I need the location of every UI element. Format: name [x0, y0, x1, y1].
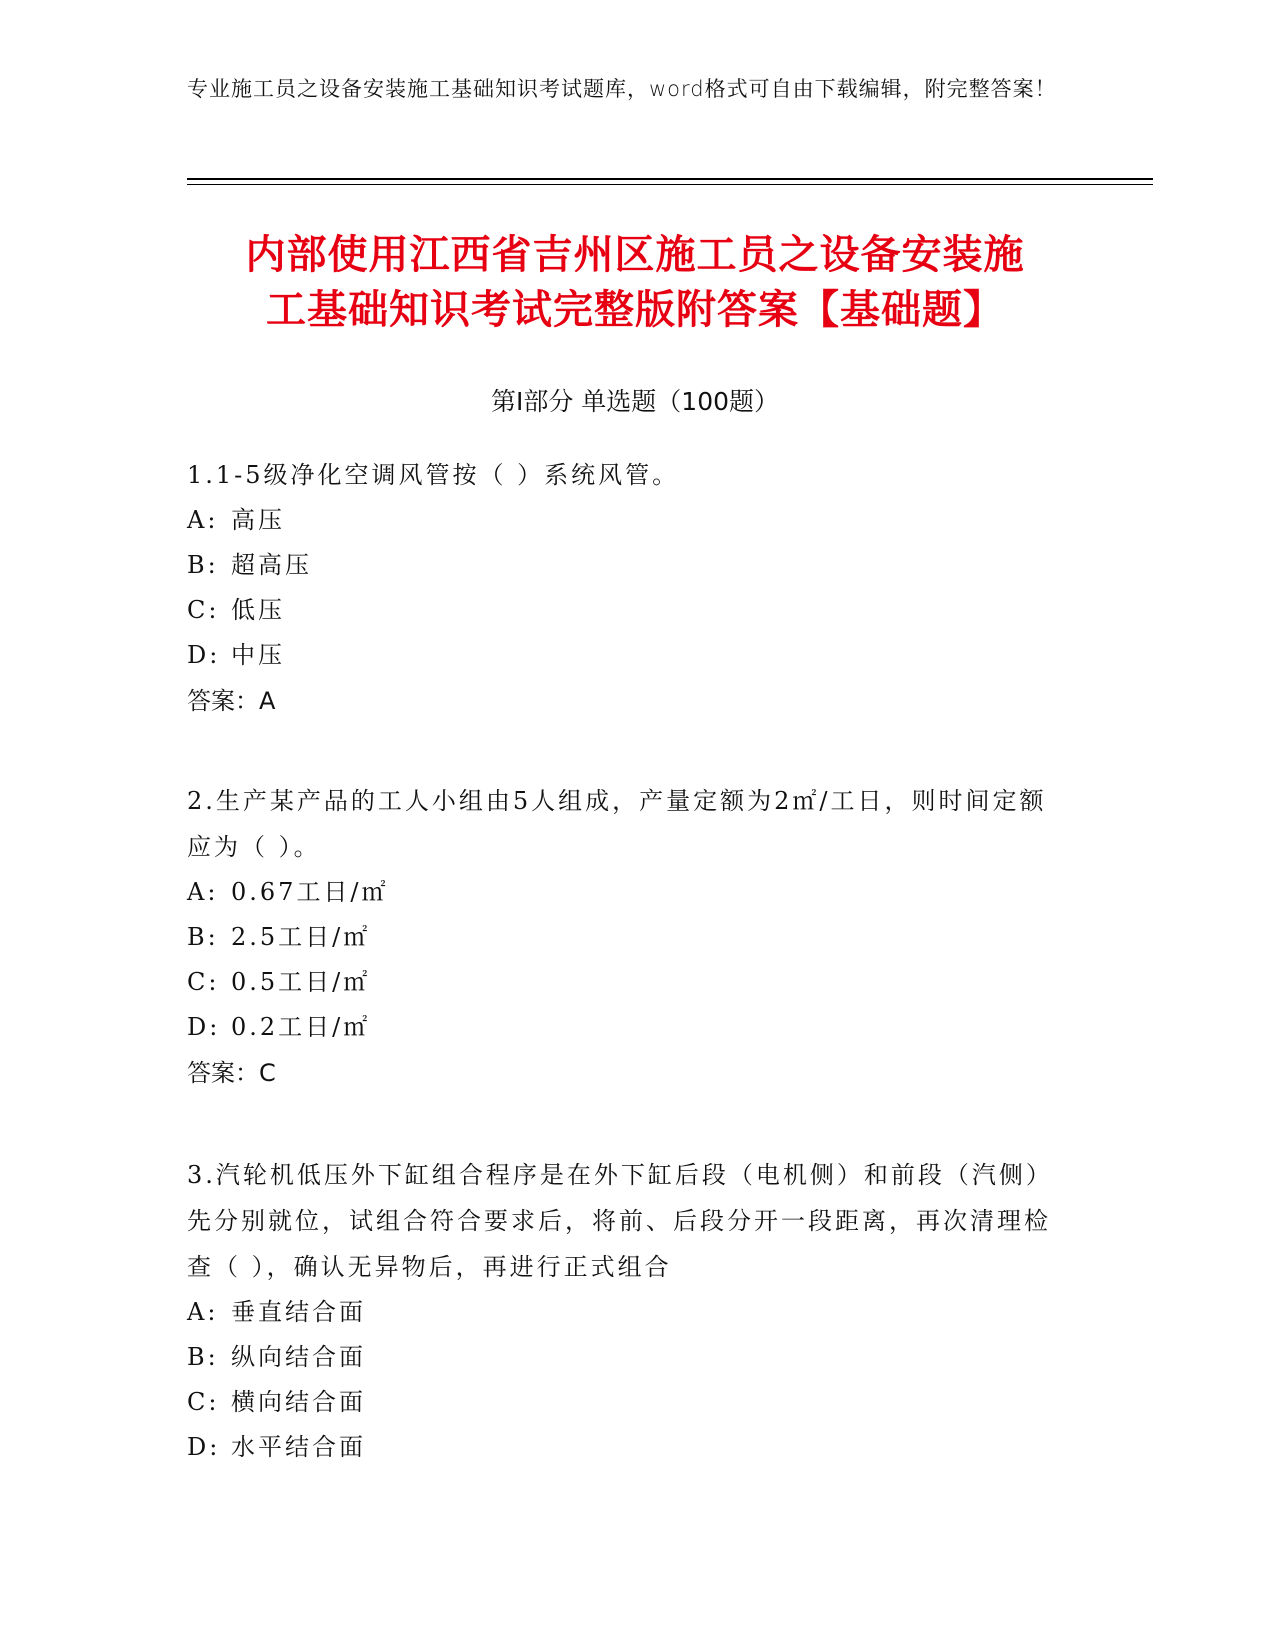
- question-stem: 3.汽轮机低压外下缸组合程序是在外下缸后段（电机侧）和前段（汽侧）先分别就位，试组合符合要求后，将前、后段分开一段距离，再次清理检查（ ），确认无异物后，再进行正式组合: [187, 1161, 1053, 1281]
- option-letter: A:: [187, 878, 219, 906]
- option-letter: A:: [187, 506, 219, 534]
- option-d: [187, 1005, 1067, 1050]
- document-title: [187, 228, 1083, 338]
- option-text: 中压: [231, 641, 285, 669]
- option-letter: D:: [187, 1433, 221, 1461]
- option-text: 低压: [231, 596, 285, 624]
- question-2: [187, 778, 1067, 1096]
- option-d: [187, 633, 1067, 678]
- option-letter: D:: [187, 1013, 221, 1041]
- option-letter: B:: [187, 1343, 219, 1371]
- question-3: [187, 1152, 1067, 1470]
- section-heading: 第Ⅰ部分 单选题（100题）: [490, 387, 780, 416]
- answer: 答案：A: [187, 687, 276, 715]
- option-letter: D:: [187, 641, 221, 669]
- option-b: [187, 915, 1067, 960]
- option-c: [187, 588, 1067, 633]
- option-text: 2.5工日/㎡: [231, 923, 371, 951]
- option-b: [187, 543, 1067, 588]
- option-text: 超高压: [231, 551, 312, 579]
- header-rule-thin: [187, 184, 1153, 185]
- option-text: 0.2工日/㎡: [231, 1013, 371, 1041]
- option-a: [187, 870, 1067, 915]
- question-1: [187, 452, 1067, 724]
- answer: 答案：C: [187, 1059, 276, 1087]
- option-letter: C:: [187, 968, 220, 996]
- option-text: 0.5工日/㎡: [231, 968, 371, 996]
- header-rule-thick: [187, 178, 1153, 180]
- option-text: 纵向结合面: [231, 1343, 366, 1371]
- option-c: [187, 1380, 1067, 1425]
- option-text: 水平结合面: [231, 1433, 366, 1461]
- option-letter: C:: [187, 596, 220, 624]
- option-letter: B:: [187, 551, 219, 579]
- option-a: [187, 1290, 1067, 1335]
- option-d: [187, 1425, 1067, 1470]
- header-note: 专业施工员之设备安装施工基础知识考试题库，word格式可自由下载编辑，附完整答案！: [187, 77, 1057, 101]
- title-line-1: 内部使用江西省吉州区施工员之设备安装施: [245, 232, 1025, 278]
- option-c: [187, 960, 1067, 1005]
- option-text: 0.67工日/㎡: [231, 878, 389, 906]
- option-letter: A:: [187, 1298, 219, 1326]
- option-text: 横向结合面: [231, 1388, 366, 1416]
- title-line-2: 工基础知识考试完整版附答案【基础题】: [266, 287, 1004, 333]
- option-text: 垂直结合面: [231, 1298, 366, 1326]
- question-stem: 1.1-5级净化空调风管按（ ）系统风管。: [187, 461, 680, 489]
- option-a: [187, 498, 1067, 543]
- option-letter: C:: [187, 1388, 220, 1416]
- option-b: [187, 1335, 1067, 1380]
- option-letter: B:: [187, 923, 219, 951]
- question-stem: 2.生产某产品的工人小组由5人组成，产量定额为2㎡/工日，则时间定额应为（ ）。: [187, 787, 1047, 861]
- option-text: 高压: [231, 506, 285, 534]
